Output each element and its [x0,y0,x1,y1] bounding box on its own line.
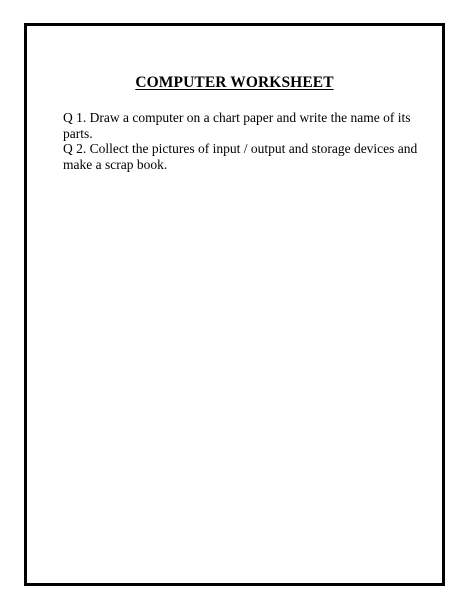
question-2: Q 2. Collect the pictures of input / output and storage devices and make a scrap book. [63,141,418,172]
question-list [63,110,423,172]
question-1: Q 1. Draw a computer on a chart paper and write the name of its parts. [63,110,411,141]
worksheet-title: COMPUTER WORKSHEET [135,74,334,91]
page-border [24,23,445,586]
